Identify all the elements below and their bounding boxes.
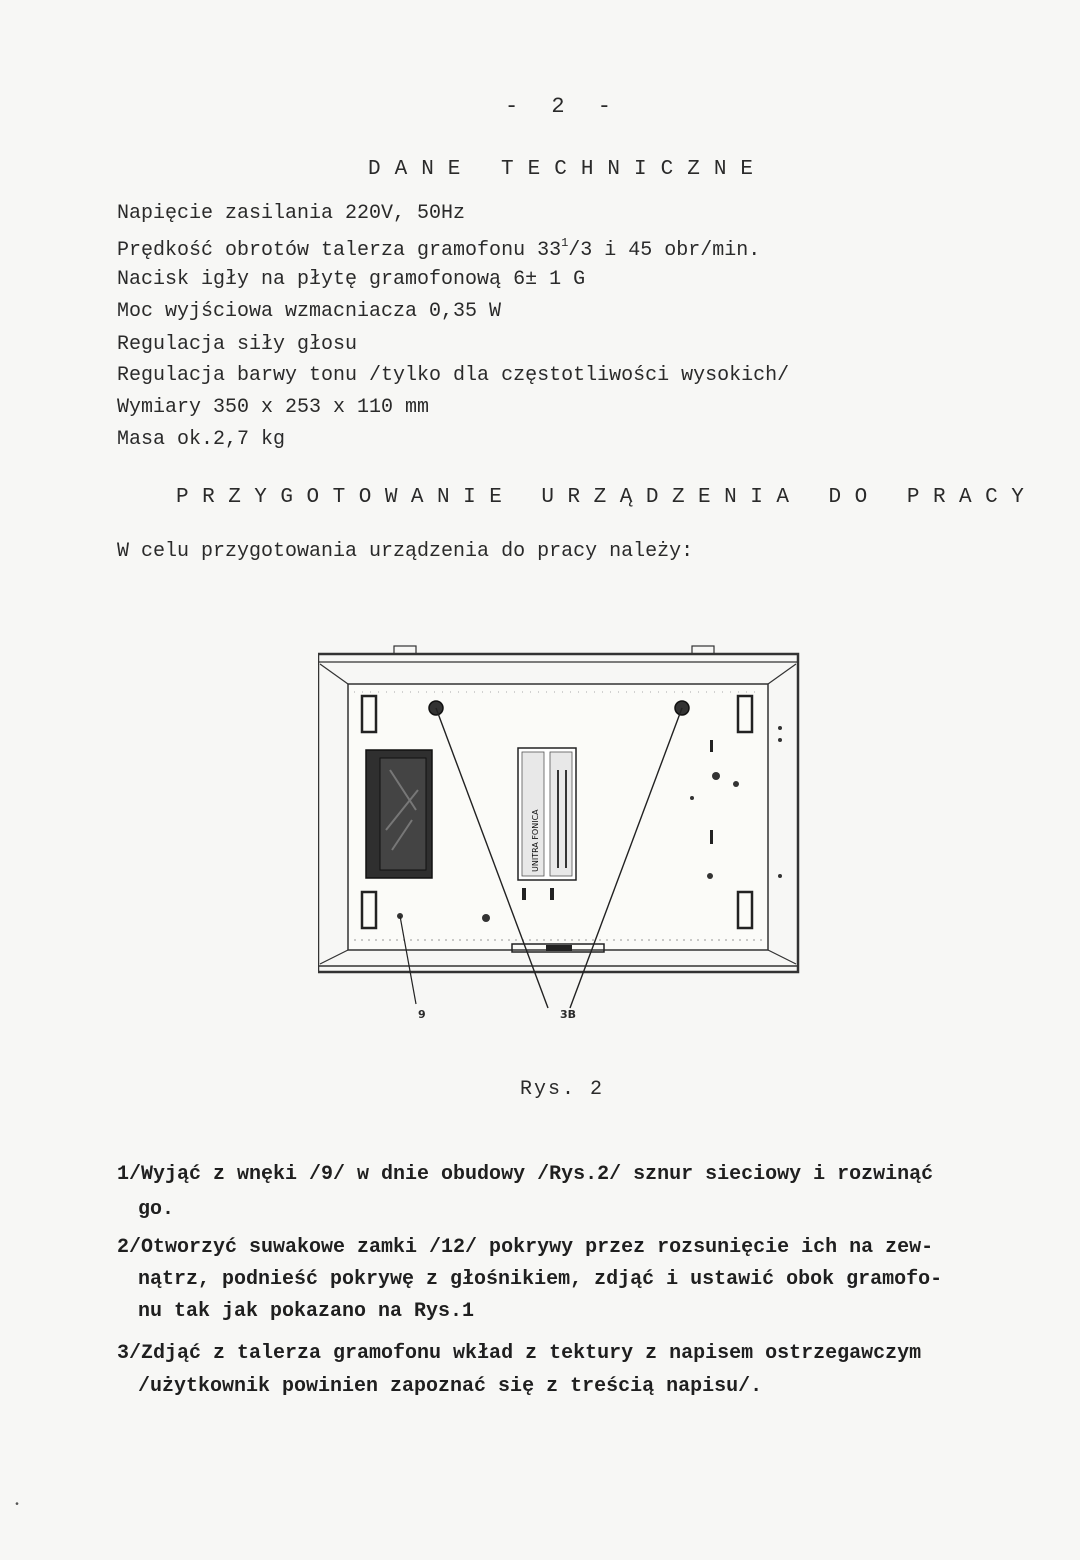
figure-caption: Rys. 2 <box>520 1078 605 1101</box>
instruction-1-line2: go. <box>138 1198 175 1221</box>
instruction-2-line2: nątrz, podnieść pokrywę z głośnikiem, zdjąć i ustawić obok gramofo- <box>138 1268 943 1291</box>
spec-line-output-power: Moc wyjściowa wzmacniacza 0,35 W <box>117 300 502 323</box>
instruction-2-line1: 2/Otworzyć suwakowe zamki /12/ pokrywy przez rozsunięcie ich na zew- <box>117 1236 934 1259</box>
instruction-3-line1: 3/Zdjąć z talerza gramofonu wkład z tektury z napisem ostrzegawczym <box>117 1342 922 1365</box>
section-heading-technical-data: DANE TECHNICZNE <box>368 158 768 181</box>
instruction-2-line3: nu tak jak pokazano na Rys.1 <box>138 1300 475 1323</box>
preparation-intro: W celu przygotowania urządzenia do pracy należy: <box>117 540 694 563</box>
spec-line-volume-control: Regulacja siły głosu <box>117 333 358 356</box>
spec-speed-rest: /3 i 45 obr/min. <box>568 239 761 262</box>
spec-line-speed <box>117 236 760 262</box>
section-heading-preparation: PRZYGOTOWANIE URZĄDZENIA DO PRACY <box>176 486 1038 509</box>
device-bottom-figure <box>318 640 802 1030</box>
spec-line-dimensions: Wymiary 350 x 253 x 110 mm <box>117 396 430 419</box>
spec-speed-superscript: 1 <box>561 236 569 250</box>
rating-plate-text: UNITRA FONICA <box>531 809 540 872</box>
callout-3: 3B <box>560 1008 577 1021</box>
spec-line-tone-control: Regulacja barwy tonu /tylko dla częstotliwości wysokich/ <box>117 364 790 387</box>
instruction-1-line1: 1/Wyjąć z wnęki /9/ w dnie obudowy /Rys.2/ sznur sieciowy i rozwinąć <box>117 1163 934 1186</box>
callout-9: 9 <box>418 1008 426 1021</box>
spec-line-voltage: Napięcie zasilania 220V, 50Hz <box>117 202 466 225</box>
spec-line-mass: Masa ok.2,7 kg <box>117 428 286 451</box>
spec-line-needle-pressure: Nacisk igły na płytę gramofonową 6± 1 G <box>117 268 586 291</box>
instruction-3-line2: /użytkownik powinien zapoznać się z treścią napisu/. <box>138 1375 763 1398</box>
page-number: - 2 - <box>505 94 622 119</box>
scan-speck: • <box>14 1500 21 1511</box>
spec-speed-text: Prędkość obrotów talerza gramofonu 33 <box>117 239 562 262</box>
